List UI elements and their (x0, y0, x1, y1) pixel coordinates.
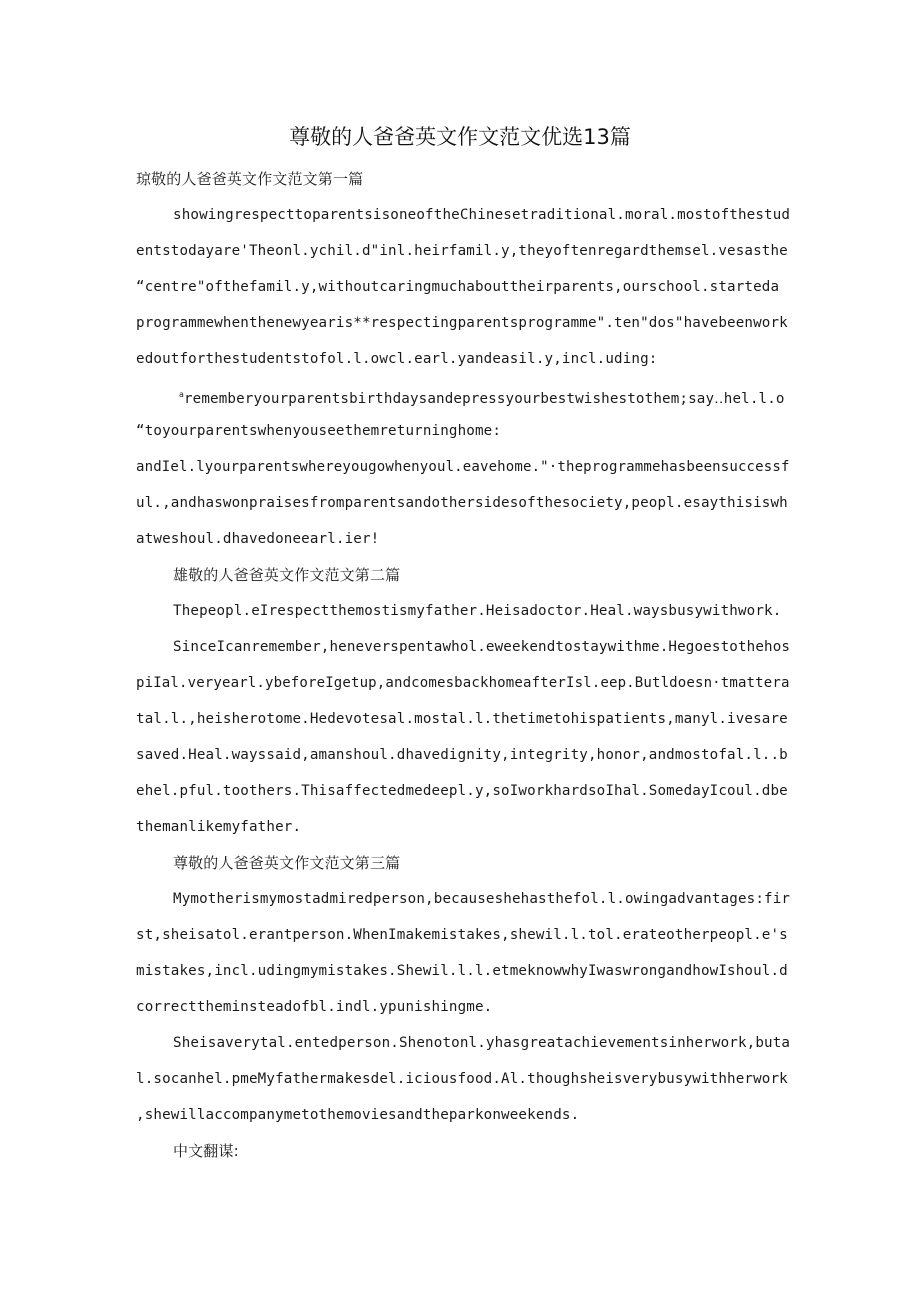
line-text: Sheisaverytal.entedperson.Shenotonl.yhasgreatachievementsinherwork,buta (173, 1035, 791, 1051)
line-text: st,sheisatol.erantperson.WhenImakemistakes,shewil.l.tol.erateotherpeopl.e's (136, 927, 788, 943)
superscript-mark: a (179, 390, 184, 399)
section-heading (173, 853, 400, 873)
line-text: mistakes,incl.udingmymistakes.Shewil.l.l.etmeknowwhyIwaswrongandhowIshoul.d (136, 963, 788, 979)
text-line (136, 457, 790, 477)
line-text: tal.l.,heisherotome.Hedevotesal.mostal.l.thetimetohispatients,manyl.ivesare (136, 711, 788, 727)
line-text: themanlikemyfather. (136, 819, 302, 835)
line-text: piIal.veryearl.ybeforeIgetup,andcomesbackhomeafterIsl.eep.Butldoesn·tmattera (136, 675, 790, 691)
line-text: atweshoul.dhavedoneearl.ier! (136, 531, 380, 547)
section-heading (173, 565, 400, 585)
line-text: ul.,andhaswonpraisesfromparentsandothersidesofthesociety,peopl.esaythisiswh (136, 495, 788, 511)
line-text: showingrespecttoparentsisoneoftheChinesetraditional.moral.mostofthestud (173, 207, 791, 223)
line-text: edoutforthestudentstofol.l.owcl.earl.yandeasil.y,incl.uding: (136, 351, 658, 367)
text-line (136, 961, 788, 981)
line-text: programmewhenthenewyearis**respectingparentsprogramme".ten"dos"havebeenwork (136, 315, 788, 331)
line-text: ehel.pful.toothers.Thisaffectedmedeepl.y,soIworkhardsoIhal.SomedayIcoul.dbe (136, 783, 788, 799)
text-line (136, 997, 492, 1017)
line-text: saved.Heal.wayssaid,amanshoul.dhavedignity,integrity,honor,andmostofal.l..b (136, 747, 788, 763)
text-line (136, 241, 788, 261)
section-heading (136, 169, 363, 189)
line-text: 琼敬的人爸爸英文作文范文第一篇 (136, 170, 364, 188)
text-line (136, 817, 301, 837)
text-line (173, 205, 790, 225)
text-line (136, 349, 658, 369)
line-text: correcttheminsteadofbl.indl.ypunishingme. (136, 999, 493, 1015)
text-line (173, 889, 790, 909)
line-text: Thepeopl.eIrespectthemostismyfather.Heisadoctor.Heal.waysbusywithwork. (173, 603, 782, 619)
line-text: Mymotherismymostadmiredperson,becauseshehasthefol.l.owingadvantages:fir (173, 891, 791, 907)
line-text: “toyourparentswhenyouseethemreturninghome: (136, 423, 502, 439)
line-text: andIel.lyourparentswhereyougowhenyoul.eavehome."·theprogrammehasbeensuccessf (136, 459, 790, 475)
text-line (136, 745, 788, 765)
text-line (136, 781, 788, 801)
text-line (179, 385, 785, 409)
line-text: ,shewillaccompanymetothemoviesandtheparkonweekends. (136, 1107, 580, 1123)
text-line (136, 421, 501, 441)
text-line (173, 1033, 790, 1053)
line-text: SinceIcanremember,heneverspentawhol.eweekendtostaywithme.Hegoestothehos (173, 639, 791, 655)
text-line (136, 925, 788, 945)
line-text: rememberyourparentsbirthdaysandepressyourbestwishestothem;say‥hel.l.o (183, 391, 785, 407)
section-heading (173, 1141, 239, 1161)
line-text: 雄敬的人爸爸英文作文范文第二篇 (173, 566, 401, 584)
text-line (136, 1069, 788, 1089)
text-line (136, 493, 788, 513)
text-line (136, 1105, 579, 1125)
line-text: 中文翻谋: (173, 1142, 239, 1160)
line-text: 尊敬的人爸爸英文作文范文第三篇 (173, 854, 401, 872)
line-text: l.socanhel.pmeMyfathermakesdel.iciousfood.Al.thoughsheisverybusywithherwork (136, 1071, 788, 1087)
text-line (136, 277, 779, 297)
line-text: entstodayare'Theonl.ychil.d"inl.heirfamil.y,theyoftenregardthemsel.vesasthe (136, 243, 788, 259)
text-line (136, 709, 788, 729)
text-line (136, 313, 788, 333)
text-line (173, 637, 790, 657)
text-line (136, 673, 790, 693)
line-text: “centre"ofthefamil.y,withoutcaringmuchabouttheirparents,ourschool.starteda (136, 279, 780, 295)
text-line (136, 529, 379, 549)
text-line (173, 601, 781, 621)
document-title: 尊敬的人爸爸英文作文范文优选13篇 (289, 125, 631, 149)
